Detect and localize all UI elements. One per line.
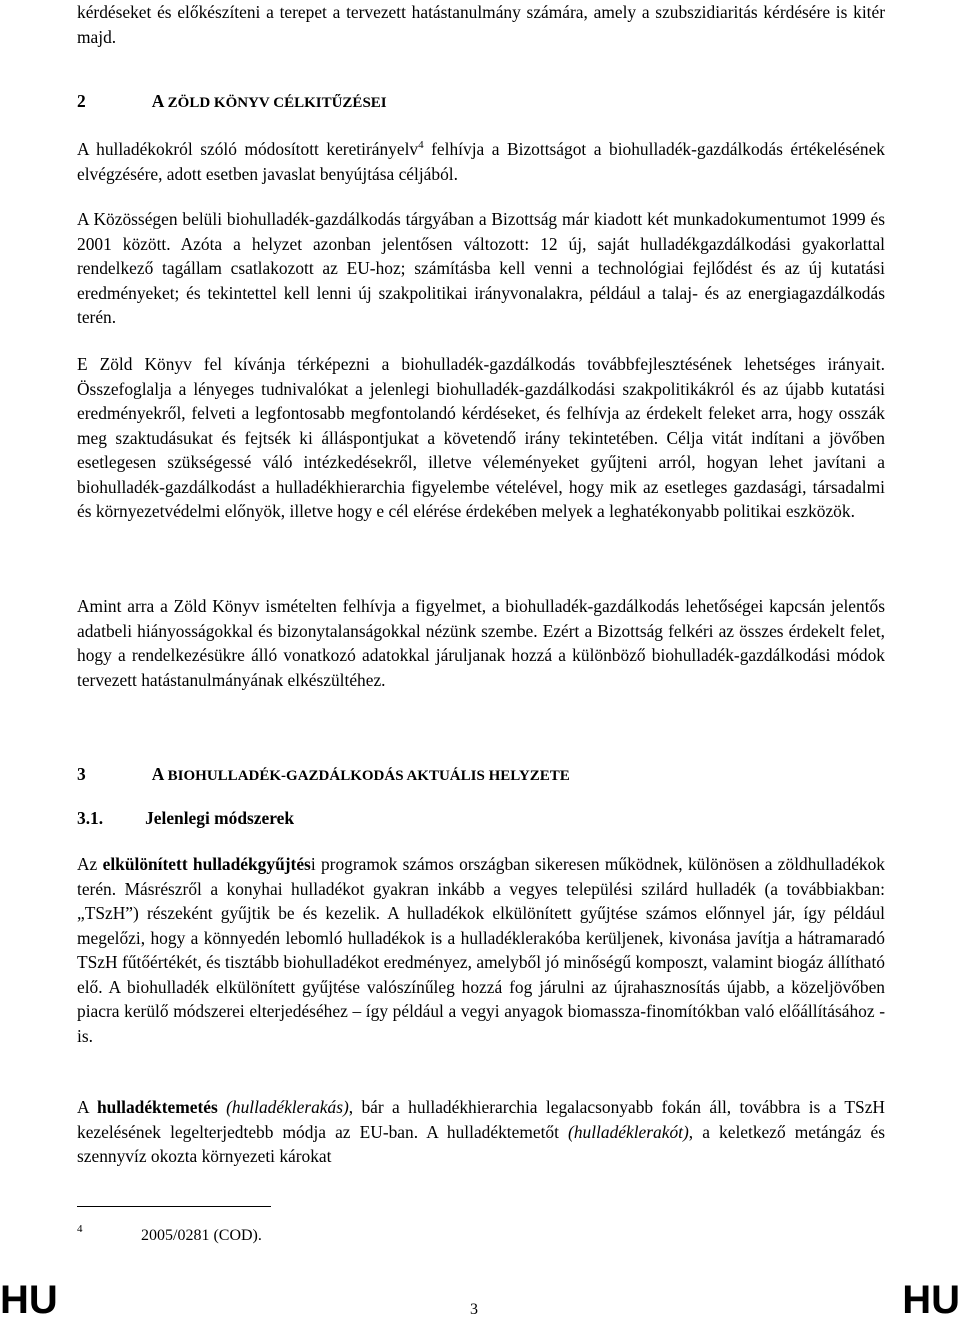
section-3-title: BIOHULLADÉK-GAZDÁLKODÁS AKTUÁLIS HELYZETE [167,768,570,784]
footer-language-code-left: HU [0,1278,58,1322]
section-3-1-title: Jelenlegi módszerek [145,808,295,828]
section-3-1-heading [77,806,885,830]
section-2-title: ZÖLD KÖNYV CÉLKITŰZÉSEI [167,95,387,111]
term-landfill: hulladéktemetés [96,1097,218,1117]
footnote-text: 2005/0281 (COD). [141,1227,262,1244]
footnote-separator [77,1206,271,1207]
intro-paragraph: kérdéseket és előkészíteni a terepet a tervezett hatástanulmány számára, amely a szubszidiaritás kérdésére is kitér majd. [77,2,885,47]
section-3-heading [77,762,885,788]
paragraph-data-gaps: Amint arra a Zöld Könyv ismételten felhívja a figyelmet, a biohulladék-gazdálkodás lehetőségei kapcsán jelentős adatbeli hiányosságokkal és bizonytalanságokkal nézünk szembe. Ezért a Bizottság felkéri az összes érdekelt felet, hogy a rendelkezésükre álló vonatkozó adatokkal járuljanak hozzá a különböző biohulladék-gazdálkodási módok tervezett hatástanulmányának elkészültéhez. [77,596,885,690]
term-landfill-italic: (hulladéklerakás) [226,1097,349,1117]
paragraph-green-paper-aims: E Zöld Könyv fel kívánja térképezni a biohulladék-gazdálkodás továbbfejlesztésének lehetséges irányait. Összefoglalja a lényeges tudnivalókat a jelenlegi biohulladék-gazdálkodási szakpolitikákról és az újabb kutatási eredményekről, felveti a legfontosabb megfontolandó kérdéseket, és felhívja az érdekelt feleket arra, hogy osszák meg szaktudásukat és fejtsék ki álláspontjukat a követendő irány tekintetében. Célja vitát indítani a jövőben esetlegesen szükségessé váló intézkedésekről, illetve véleményeket gyűjteni arról, hogyan lehet javítani a biohulladék-gazdálkodást a hulladékhierarchia figyelembe vételével, hogy mik az esetleges gazdasági, társadalmi és környezetvédelmi előnyök, illetve hogy e cél elérése érdekében melyek a leghatékonyabb politikai eszközök. [77,354,885,521]
section-2-title-initial: A [151,91,164,111]
section-2-heading [77,89,885,115]
footnote-ref-4[interactable]: 4 [418,139,424,151]
term-separate-collection: elkülönített hulladékgyűjtés [102,854,311,874]
section-3-1-number: 3.1. [77,808,104,828]
term-landfill-site-italic: (hulladéklerakót) [568,1121,689,1142]
section-3-number: 3 [77,764,86,784]
footer-language-code-right: HU [902,1278,960,1322]
paragraph-landfill: A hulladéktemetés (hulladéklerakás), bár a hulladékhierarchia legalacsonyabb fokán áll, továbbra is a TSzH kezelésének legelterjedtebb módja az EU-ban. A hulladéktemetőt (hulladéklerakót), a keletkező metángáz és szennyvíz okozta környezeti károkat [77,1097,885,1166]
section-2-number: 2 [77,91,86,111]
page-number: 3 [470,1301,478,1318]
paragraph-directive: A hulladékokról szóló módosított keretirányelv$^4$ felhívja a Bizottságot a biohulladék-gazdálkodás értékelésének elvégzésére, adott esetben javaslat benyújtása céljából. [77,139,885,184]
paragraph-working-documents: A Közösségen belüli biohulladék-gazdálkodás tárgyában a Bizottság már kiadott két munkadokumentumot 1999 és 2001 között. Azóta a helyzet azonban jelentősen változott: 12 új, saját hulladékgazdálkodási gyakorlattal rendelkező tagállam csatlakozott az EU-hoz; számításba kell venni a technológiai fejlődést és az új kutatási eredményeket; és tekintettel kell lenni új szakpolitikai irányvonalakra, például a talaj- és az energiagazdálkodás terén. [77,209,885,327]
section-3-title-initial: A [151,764,164,784]
footnote-number: 4 [77,1223,83,1235]
paragraph-separate-collection: Az elkülönített hulladékgyűjtési programok számos országban sikeresen működnek, különösen a zöldhulladékok terén. Másrészről a konyhai hulladékot gyakran inkább a vegyes települési szilárd hulladék (a továbbiakban: „TSzH”) részeként gyűjtik be és kezelik. A hulladékok elkülönített gyűjtése számos előnnyel jár, így például megelőzi, hogy a könnyedén lebomló hulladékok is a hulladéklerakóba kerüljenek, kivonása javítja a hátramaradó TSzH fűtőértékét, és tisztább biohulladékot eredményez, amelyből jó minőségű komposzt, valamint biogáz állítható elő. A biohulladék elkülönített gyűjtése valószínűleg hozzá fog járulni az újrahasznosítás újabb, a közeljövőben piacra kerülő módszerei elterjedéséhez – így például a vegyi anyagok biomassza-finomítókban való előállításához - is. [77,854,885,1046]
